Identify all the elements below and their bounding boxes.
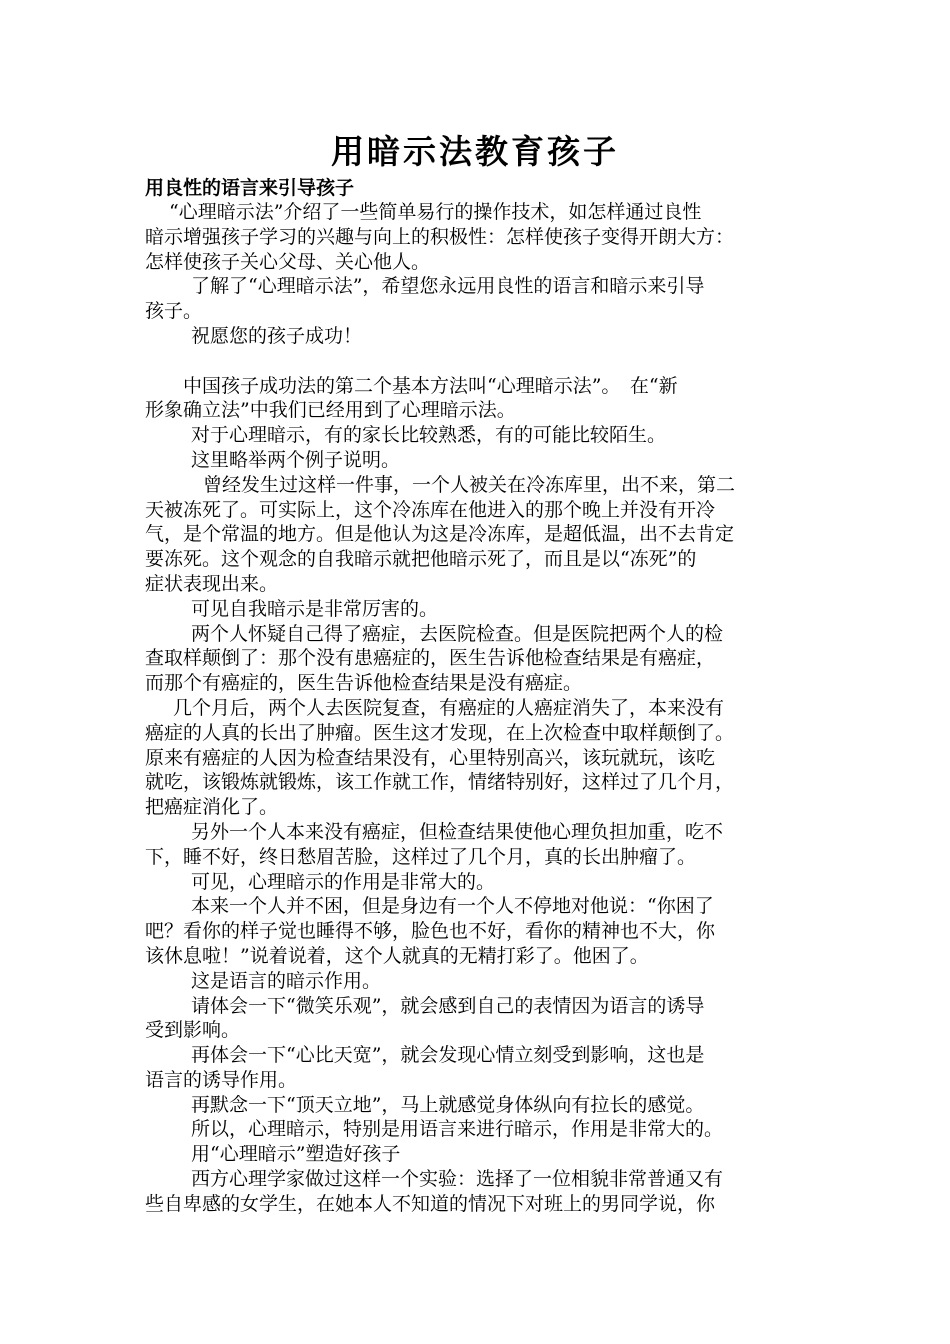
paragraph-line: 另外一个人本来没有癌症，但检查结果使他心理负担加重，吃不 <box>191 820 724 843</box>
paragraph-line: 中国孩子成功法的第二个基本方法叫“心理暗示法”。 在“新 <box>183 374 678 397</box>
paragraph-line: 祝愿您的孩子成功！ <box>191 324 363 347</box>
paragraph-line: 怎样使孩子关心父母、关心他人。 <box>145 250 431 273</box>
paragraph-line: 下，睡不好，终日愁眉苦脸，这样过了几个月，真的长出肿瘤了。 <box>145 845 697 868</box>
paragraph-line: 暗示增强孩子学习的兴趣与向上的积极性：怎样使孩子变得开朗大方： <box>145 225 735 248</box>
paragraph-line: 查取样颠倒了：那个没有患癌症的，医生告诉他检查结果是有癌症， <box>145 647 716 670</box>
paragraph-line: 对于心理暗示，有的家长比较熟悉，有的可能比较陌生。 <box>191 424 667 447</box>
paragraph-line: 这是语言的暗示作用。 <box>191 969 382 992</box>
paragraph-line: 受到影响。 <box>145 1019 241 1042</box>
paragraph-line: 癌症的人真的长出了肿瘤。医生这才发现，在上次检查中取样颠倒了。 <box>145 721 735 744</box>
paragraph-line: 请体会一下“微笑乐观”，就会感到自己的表情因为语言的诱导 <box>191 994 705 1017</box>
section-heading: 用“心理暗示”塑造好孩子 <box>191 1143 401 1166</box>
paragraph-line: 气，是个常温的地方。但是他认为这是冷冻库，是超低温，出不去肯定 <box>145 523 735 546</box>
document-body <box>145 200 810 1217</box>
paragraph-line: 该休息啦！”说着说着，这个人就真的无精打彩了。他困了。 <box>145 944 649 967</box>
paragraph-line: 要冻死。这个观念的自我暗示就把他暗示死了，而且是以“冻死”的 <box>145 548 697 571</box>
paragraph-line: 两个人怀疑自己得了癌症，去医院检查。但是医院把两个人的检 <box>191 622 724 645</box>
paragraph-line: 就吃，该锻炼就锻炼，该工作就工作，情绪特别好，这样过了几个月， <box>145 771 735 794</box>
paragraph-line: 所以，心理暗示，特别是用语言来进行暗示，作用是非常大的。 <box>191 1118 724 1141</box>
paragraph-line: 些自卑感的女学生，在她本人不知道的情况下对班上的男同学说，你 <box>145 1192 716 1215</box>
document-subtitle: 用良性的语言来引导孩子 <box>145 177 355 199</box>
paragraph-line: 原来有癌症的人因为检查结果没有，心里特别高兴，该玩就玩，该吃 <box>145 746 716 769</box>
paragraph-line: 吧？看你的样子觉也睡得不够，脸色也不好，看你的精神也不大，你 <box>145 920 716 943</box>
paragraph-line: 几个月后，两个人去医院复查，有癌症的人癌症消失了，本来没有 <box>173 696 725 719</box>
paragraph-line: 可见自我暗示是非常厉害的。 <box>191 597 439 620</box>
paragraph-line: 本来一个人并不困，但是身边有一个人不停地对他说：“你困了 <box>191 895 714 918</box>
paragraph-line: 天被冻死了。可实际上，这个冷冻库在他进入的那个晚上并没有开冷 <box>145 498 716 521</box>
paragraph-line: 这里略举两个例子说明。 <box>191 448 401 471</box>
paragraph-line: “心理暗示法”介绍了一些简单易行的操作技术，如怎样通过良性 <box>169 201 702 223</box>
paragraph-line: 了解了“心理暗示法”，希望您永远用良性的语言和暗示来引导 <box>191 275 705 298</box>
paragraph-line: 可见，心理暗示的作用是非常大的。 <box>191 870 496 893</box>
paragraph-line: 孩子。 <box>145 300 203 323</box>
paragraph-line: 症状表现出来。 <box>145 572 279 595</box>
paragraph-line: 把癌症消化了。 <box>145 796 279 819</box>
paragraph-line: 曾经发生过这样一件事，一个人被关在冷冻库里，出不来，第二 <box>203 473 736 496</box>
paragraph-line: 西方心理学家做过这样一个实验：选择了一位相貌非常普通又有 <box>191 1168 724 1191</box>
paragraph-line: 再默念一下“顶天立地”，马上就感觉身体纵向有拉长的感觉。 <box>191 1093 705 1116</box>
paragraph-line: 语言的诱导作用。 <box>145 1068 298 1091</box>
document-title: 用暗示法教育孩子 <box>331 132 619 171</box>
blank-line <box>145 349 810 374</box>
paragraph-line: 而那个有癌症的，医生告诉他检查结果是没有癌症。 <box>145 672 583 695</box>
paragraph-line: 形象确立法”中我们已经用到了心理暗示法。 <box>145 399 516 422</box>
paragraph-line: 再体会一下“心比天宽”，就会发现心情立刻受到影响，这也是 <box>191 1044 705 1067</box>
